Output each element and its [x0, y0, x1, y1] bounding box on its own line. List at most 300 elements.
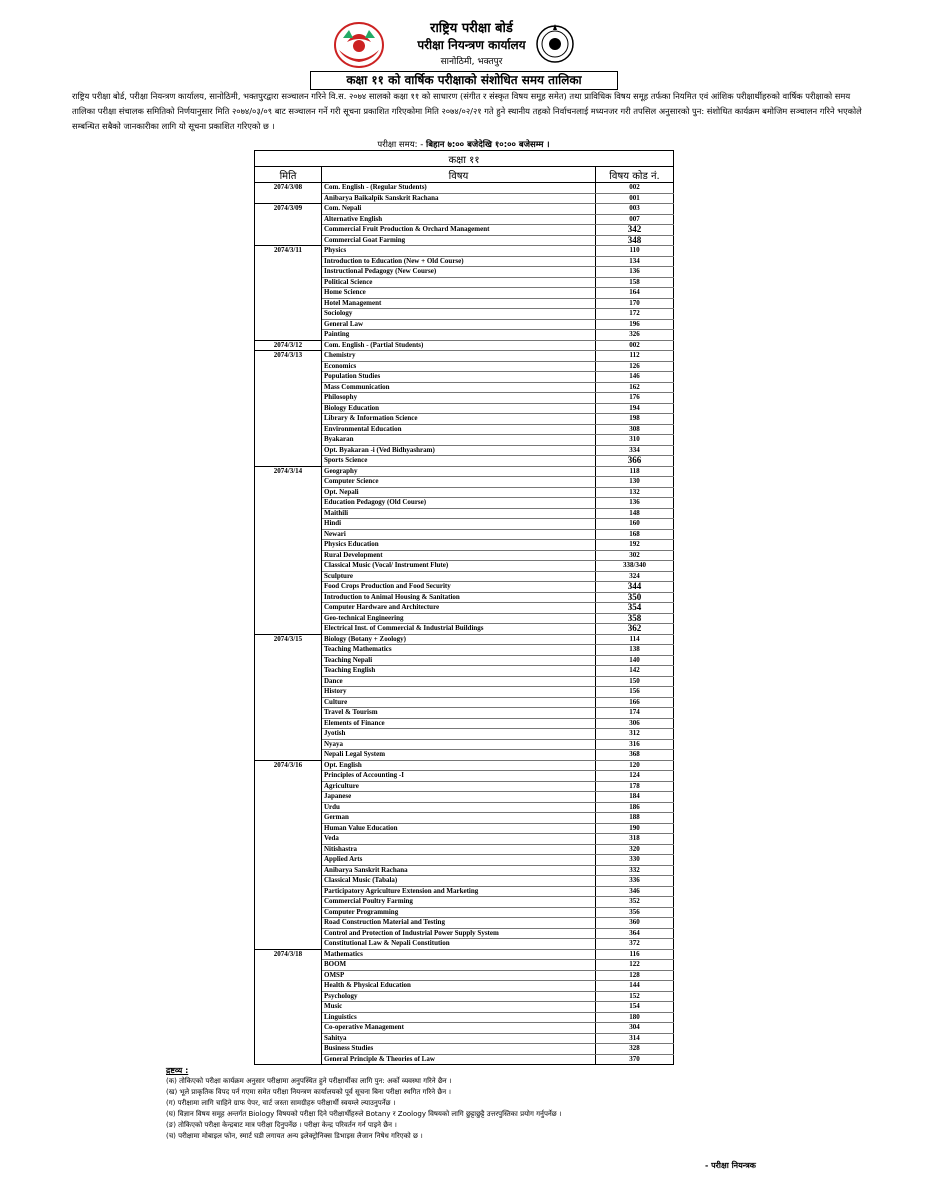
date-cell [255, 928, 322, 939]
table-row [255, 487, 674, 498]
date-cell [255, 309, 322, 320]
table-row [255, 435, 674, 446]
code-cell: 160 [596, 519, 674, 530]
code-cell: 344 [596, 582, 674, 593]
code-cell: 334 [596, 445, 674, 456]
subject-cell: Education Pedagogy (Old Course) [322, 498, 596, 509]
table-row [255, 844, 674, 855]
exam-time-label: परीक्षा समय: - [377, 140, 424, 150]
code-cell: 304 [596, 1023, 674, 1034]
date-cell [255, 1033, 322, 1044]
date-cell: 2074/3/09 [255, 204, 322, 215]
note-item: (ग) परीक्षामा लागि चाहिने ग्राफ पेपर, चार्ट जस्ता सामग्रीहरु परीक्षार्थी स्वयम्ले ल्याउनुपर्नेछ । [166, 1099, 396, 1107]
subject-cell: Introduction to Animal Housing & Sanitation [322, 592, 596, 603]
exam-time [0, 139, 927, 150]
subject-cell: Psychology [322, 991, 596, 1002]
date-cell [255, 970, 322, 981]
subject-cell: Anibarya Sanskrit Rachana [322, 865, 596, 876]
date-cell [255, 382, 322, 393]
table-row [255, 204, 674, 215]
code-cell: 310 [596, 435, 674, 446]
subject-cell: Nepali Legal System [322, 750, 596, 761]
table-row [255, 361, 674, 372]
table-row [255, 424, 674, 435]
code-cell: 364 [596, 928, 674, 939]
code-cell: 356 [596, 907, 674, 918]
date-cell [255, 1023, 322, 1034]
date-cell [255, 687, 322, 698]
table-row [255, 529, 674, 540]
subject-cell: Applied Arts [322, 855, 596, 866]
table-row [255, 330, 674, 341]
subject-cell: Hotel Management [322, 298, 596, 309]
code-cell: 352 [596, 897, 674, 908]
subject-cell: Political Science [322, 277, 596, 288]
date-cell [255, 645, 322, 656]
date-cell [255, 571, 322, 582]
date-cell [255, 960, 322, 971]
col-subject-header: विषय [322, 167, 596, 183]
code-cell: 318 [596, 834, 674, 845]
code-cell: 136 [596, 267, 674, 278]
date-cell [255, 319, 322, 330]
date-cell [255, 529, 322, 540]
date-cell: 2074/3/14 [255, 466, 322, 477]
subject-cell: Com. English - (Regular Students) [322, 183, 596, 194]
table-row [255, 298, 674, 309]
subject-cell: Constitutional Law & Nepali Constitution [322, 939, 596, 950]
date-cell: 2074/3/16 [255, 760, 322, 771]
table-row [255, 634, 674, 645]
date-cell [255, 844, 322, 855]
subject-cell: Nyaya [322, 739, 596, 750]
code-cell: 172 [596, 309, 674, 320]
subject-cell: Opt. Byakaran -i (Ved Bidhyashram) [322, 445, 596, 456]
date-cell [255, 372, 322, 383]
code-cell: 302 [596, 550, 674, 561]
board-name: राष्ट्रिय परीक्षा बोर्ड [430, 21, 513, 36]
code-cell: 116 [596, 949, 674, 960]
date-cell [255, 655, 322, 666]
date-cell [255, 435, 322, 446]
subject-cell: Opt. Nepali [322, 487, 596, 498]
code-cell: 316 [596, 739, 674, 750]
code-cell: 130 [596, 477, 674, 488]
notes-title: द्रष्टव्य : [166, 1066, 189, 1075]
date-cell [255, 477, 322, 488]
exam-time-value: बिहान ७:०० बजेदेखि १०:०० बजेसम्म । [426, 140, 550, 150]
subject-cell: Health & Physical Education [322, 981, 596, 992]
date-cell [255, 813, 322, 824]
subject-cell: Agriculture [322, 781, 596, 792]
code-cell: 140 [596, 655, 674, 666]
subject-cell: Geography [322, 466, 596, 477]
subject-cell: Sculpture [322, 571, 596, 582]
subject-cell: Alternative English [322, 214, 596, 225]
subject-cell: Instructional Pedagogy (New Course) [322, 267, 596, 278]
table-row [255, 456, 674, 467]
table-row [255, 687, 674, 698]
table-row [255, 309, 674, 320]
subject-cell: Sports Science [322, 456, 596, 467]
note-item: (क) तोकिएको परीक्षा कार्यक्रम अनुसार परीक्षामा अनुपस्थित हुने परीक्षार्थीका लागि पुन: अर्को व्यवस्था गरिने छैन । [166, 1077, 452, 1085]
code-cell: 348 [596, 235, 674, 246]
date-cell [255, 613, 322, 624]
table-row [255, 750, 674, 761]
table-row [255, 813, 674, 824]
code-cell: 002 [596, 340, 674, 351]
code-cell: 122 [596, 960, 674, 971]
note-item: (च) परीक्षामा मोबाइल फोन, स्मार्ट घडी लगायत अन्य इलेक्ट्रोनिक्स डिभाइस लैजान निषेध गरिएको छ । [166, 1132, 423, 1140]
date-cell [255, 739, 322, 750]
table-row [255, 781, 674, 792]
class-header: कक्षा ११ [255, 151, 674, 167]
code-cell: 354 [596, 603, 674, 614]
table-row [255, 613, 674, 624]
date-cell: 2074/3/08 [255, 183, 322, 194]
code-cell: 164 [596, 288, 674, 299]
date-cell [255, 886, 322, 897]
table-row [255, 592, 674, 603]
table-row [255, 834, 674, 845]
subject-cell: Jyotish [322, 729, 596, 740]
table-row [255, 214, 674, 225]
table-row [255, 739, 674, 750]
code-cell: 188 [596, 813, 674, 824]
subject-cell: Culture [322, 697, 596, 708]
col-code-header: विषय कोड नं. [596, 167, 674, 183]
table-row [255, 928, 674, 939]
subject-cell: Newari [322, 529, 596, 540]
code-cell: 336 [596, 876, 674, 887]
subject-cell: Geo-technical Engineering [322, 613, 596, 624]
subject-cell: Urdu [322, 802, 596, 813]
subject-cell: Classical Music (Tabala) [322, 876, 596, 887]
date-cell [255, 456, 322, 467]
table-row [255, 729, 674, 740]
date-cell [255, 214, 322, 225]
code-cell: 324 [596, 571, 674, 582]
schedule-body [255, 183, 674, 1065]
code-cell: 136 [596, 498, 674, 509]
subject-cell: Electrical Inst. of Commercial & Industrial Buildings [322, 624, 596, 635]
subject-cell: Library & Information Science [322, 414, 596, 425]
code-cell: 320 [596, 844, 674, 855]
date-cell [255, 855, 322, 866]
date-cell [255, 393, 322, 404]
table-row [255, 550, 674, 561]
subject-cell: Biology Education [322, 403, 596, 414]
code-cell: 186 [596, 802, 674, 813]
code-cell: 150 [596, 676, 674, 687]
date-cell [255, 256, 322, 267]
code-cell: 180 [596, 1012, 674, 1023]
date-cell [255, 277, 322, 288]
subject-cell: Teaching English [322, 666, 596, 677]
subject-cell: Environmental Education [322, 424, 596, 435]
date-cell [255, 876, 322, 887]
table-row [255, 277, 674, 288]
date-cell [255, 267, 322, 278]
subject-cell: Road Construction Material and Testing [322, 918, 596, 929]
date-cell [255, 582, 322, 593]
office-name: परीक्षा नियन्त्रण कार्यालय [417, 38, 526, 52]
subject-cell: Rural Development [322, 550, 596, 561]
code-cell: 366 [596, 456, 674, 467]
date-cell [255, 718, 322, 729]
code-cell: 314 [596, 1033, 674, 1044]
date-cell [255, 225, 322, 236]
date-cell [255, 771, 322, 782]
table-row [255, 414, 674, 425]
table-row [255, 676, 674, 687]
subject-cell: Computer Programming [322, 907, 596, 918]
subject-cell: Commercial Fruit Production & Orchard Management [322, 225, 596, 236]
table-row [255, 1012, 674, 1023]
code-cell: 192 [596, 540, 674, 551]
table-row [255, 970, 674, 981]
table-row [255, 697, 674, 708]
code-cell: 003 [596, 204, 674, 215]
table-row [255, 666, 674, 677]
table-row [255, 823, 674, 834]
subject-cell: Teaching Mathematics [322, 645, 596, 656]
board-seal-logo [535, 20, 575, 68]
code-cell: 350 [596, 592, 674, 603]
subject-cell: Physics [322, 246, 596, 257]
subject-cell: Com. Nepali [322, 204, 596, 215]
subject-cell: Co-operative Management [322, 1023, 596, 1034]
date-cell [255, 823, 322, 834]
table-row [255, 288, 674, 299]
table-row [255, 246, 674, 257]
code-cell: 178 [596, 781, 674, 792]
table-row [255, 991, 674, 1002]
code-cell: 134 [596, 256, 674, 267]
code-cell: 198 [596, 414, 674, 425]
table-row [255, 1023, 674, 1034]
code-cell: 126 [596, 361, 674, 372]
table-row [255, 445, 674, 456]
table-row [255, 897, 674, 908]
table-row [255, 855, 674, 866]
date-cell [255, 1012, 322, 1023]
date-cell [255, 540, 322, 551]
date-cell [255, 708, 322, 719]
date-cell [255, 498, 322, 509]
table-row [255, 771, 674, 782]
date-cell [255, 907, 322, 918]
subject-cell: BOOM [322, 960, 596, 971]
subject-cell: Japanese [322, 792, 596, 803]
date-cell [255, 424, 322, 435]
table-row [255, 225, 674, 236]
subject-cell: General Principle & Theories of Law [322, 1054, 596, 1065]
table-row [255, 718, 674, 729]
date-cell: 2074/3/15 [255, 634, 322, 645]
table-row [255, 382, 674, 393]
subject-cell: Painting [322, 330, 596, 341]
date-cell [255, 802, 322, 813]
code-cell: 170 [596, 298, 674, 309]
code-cell: 128 [596, 970, 674, 981]
code-cell: 362 [596, 624, 674, 635]
table-row [255, 760, 674, 771]
table-row [255, 235, 674, 246]
subject-cell: Commercial Goat Farming [322, 235, 596, 246]
date-cell [255, 1054, 322, 1065]
date-cell [255, 939, 322, 950]
subject-cell: Nitishastra [322, 844, 596, 855]
table-row [255, 561, 674, 572]
code-cell: 158 [596, 277, 674, 288]
table-row [255, 319, 674, 330]
subject-cell: Biology (Botany + Zoology) [322, 634, 596, 645]
table-row [255, 477, 674, 488]
table-row [255, 340, 674, 351]
code-cell: 330 [596, 855, 674, 866]
subject-cell: Economics [322, 361, 596, 372]
code-cell: 338/340 [596, 561, 674, 572]
code-cell: 370 [596, 1054, 674, 1065]
table-row [255, 1044, 674, 1055]
code-cell: 346 [596, 886, 674, 897]
date-cell [255, 676, 322, 687]
code-cell: 194 [596, 403, 674, 414]
table-row [255, 802, 674, 813]
code-cell: 184 [596, 792, 674, 803]
subject-cell: Philosophy [322, 393, 596, 404]
table-row [255, 193, 674, 204]
subject-cell: Computer Science [322, 477, 596, 488]
subject-cell: Food Crops Production and Food Security [322, 582, 596, 593]
code-cell: 168 [596, 529, 674, 540]
subject-cell: Dance [322, 676, 596, 687]
table-row [255, 1033, 674, 1044]
table-row [255, 603, 674, 614]
schedule-table [254, 150, 674, 1065]
subject-cell: General Law [322, 319, 596, 330]
subject-cell: Byakaran [322, 435, 596, 446]
page-title: कक्षा ११ को वार्षिक परीक्षाको संशोधित समय तालिका [310, 71, 618, 90]
table-row [255, 876, 674, 887]
code-cell: 007 [596, 214, 674, 225]
table-row [255, 267, 674, 278]
code-cell: 152 [596, 991, 674, 1002]
code-cell: 174 [596, 708, 674, 719]
table-row [255, 708, 674, 719]
date-cell [255, 729, 322, 740]
table-row [255, 645, 674, 656]
table-row [255, 403, 674, 414]
code-cell: 368 [596, 750, 674, 761]
date-cell: 2074/3/13 [255, 351, 322, 362]
subject-cell: Maithili [322, 508, 596, 519]
subject-cell: Computer Hardware and Architecture [322, 603, 596, 614]
code-cell: 342 [596, 225, 674, 236]
code-cell: 110 [596, 246, 674, 257]
table-row [255, 655, 674, 666]
notes-section [166, 1065, 866, 1142]
date-cell [255, 697, 322, 708]
date-cell: 2074/3/18 [255, 949, 322, 960]
date-cell [255, 624, 322, 635]
date-cell [255, 1002, 322, 1013]
code-cell: 326 [596, 330, 674, 341]
subject-cell: Mathematics [322, 949, 596, 960]
table-row [255, 571, 674, 582]
subject-cell: Chemistry [322, 351, 596, 362]
date-cell [255, 403, 322, 414]
table-row [255, 466, 674, 477]
signature: - परीक्षा नियन्त्रक [705, 1161, 756, 1170]
note-item: (ङ) तोकिएको परीक्षा केन्द्रबाट मात्र परीक्षा दिनुपर्नेछ । परीक्षा केन्द्र परिवर्तन गर्न पाइने छैन । [166, 1121, 397, 1129]
subject-cell: Opt. English [322, 760, 596, 771]
code-cell: 118 [596, 466, 674, 477]
code-cell: 142 [596, 666, 674, 677]
subject-cell: Linguistics [322, 1012, 596, 1023]
code-cell: 176 [596, 393, 674, 404]
subject-cell: Com. English - (Partial Students) [322, 340, 596, 351]
subject-cell: Teaching Nepali [322, 655, 596, 666]
code-cell: 156 [596, 687, 674, 698]
subject-cell: Participatory Agriculture Extension and Marketing [322, 886, 596, 897]
subject-cell: Veda [322, 834, 596, 845]
office-address: सानोठिमी, भक्तपुर [440, 57, 503, 67]
date-cell [255, 487, 322, 498]
code-cell: 114 [596, 634, 674, 645]
table-row [255, 960, 674, 971]
code-cell: 120 [596, 760, 674, 771]
note-item: (ख) भूले प्राकृतिक विपद पर्न गएमा समेत परीक्षा नियन्त्रण कार्यालयको पूर्व सूचना बिना परीक्षा स्थगित गरिने छैन । [166, 1088, 451, 1096]
table-row [255, 519, 674, 530]
subject-cell: German [322, 813, 596, 824]
date-cell [255, 508, 322, 519]
table-row [255, 256, 674, 267]
subject-cell: Population Studies [322, 372, 596, 383]
note-item: (घ) विज्ञान विषय समूह अन्तर्गत Biology विषयको परीक्षा दिने परीक्षार्थीहरुले Botany र Zoology विषयको लागि छुट्टाछुट्टै उत्तरपुस्तिका प्रयोग गर्नुपर्नेछ । [166, 1110, 562, 1118]
subject-cell: Human Value Education [322, 823, 596, 834]
subject-cell: Sahitya [322, 1033, 596, 1044]
date-cell [255, 361, 322, 372]
table-row [255, 183, 674, 194]
subject-cell: Physics Education [322, 540, 596, 551]
code-cell: 124 [596, 771, 674, 782]
table-row [255, 886, 674, 897]
table-row [255, 939, 674, 950]
subject-cell: Music [322, 1002, 596, 1013]
date-cell [255, 235, 322, 246]
table-row [255, 540, 674, 551]
date-cell [255, 330, 322, 341]
code-cell: 308 [596, 424, 674, 435]
date-cell [255, 592, 322, 603]
code-cell: 372 [596, 939, 674, 950]
code-cell: 112 [596, 351, 674, 362]
date-cell [255, 519, 322, 530]
code-cell: 196 [596, 319, 674, 330]
date-cell [255, 288, 322, 299]
subject-cell: Home Science [322, 288, 596, 299]
code-cell: 001 [596, 193, 674, 204]
date-cell [255, 750, 322, 761]
table-row [255, 372, 674, 383]
table-row [255, 498, 674, 509]
date-cell [255, 918, 322, 929]
table-row [255, 1054, 674, 1065]
date-cell [255, 445, 322, 456]
date-cell [255, 897, 322, 908]
